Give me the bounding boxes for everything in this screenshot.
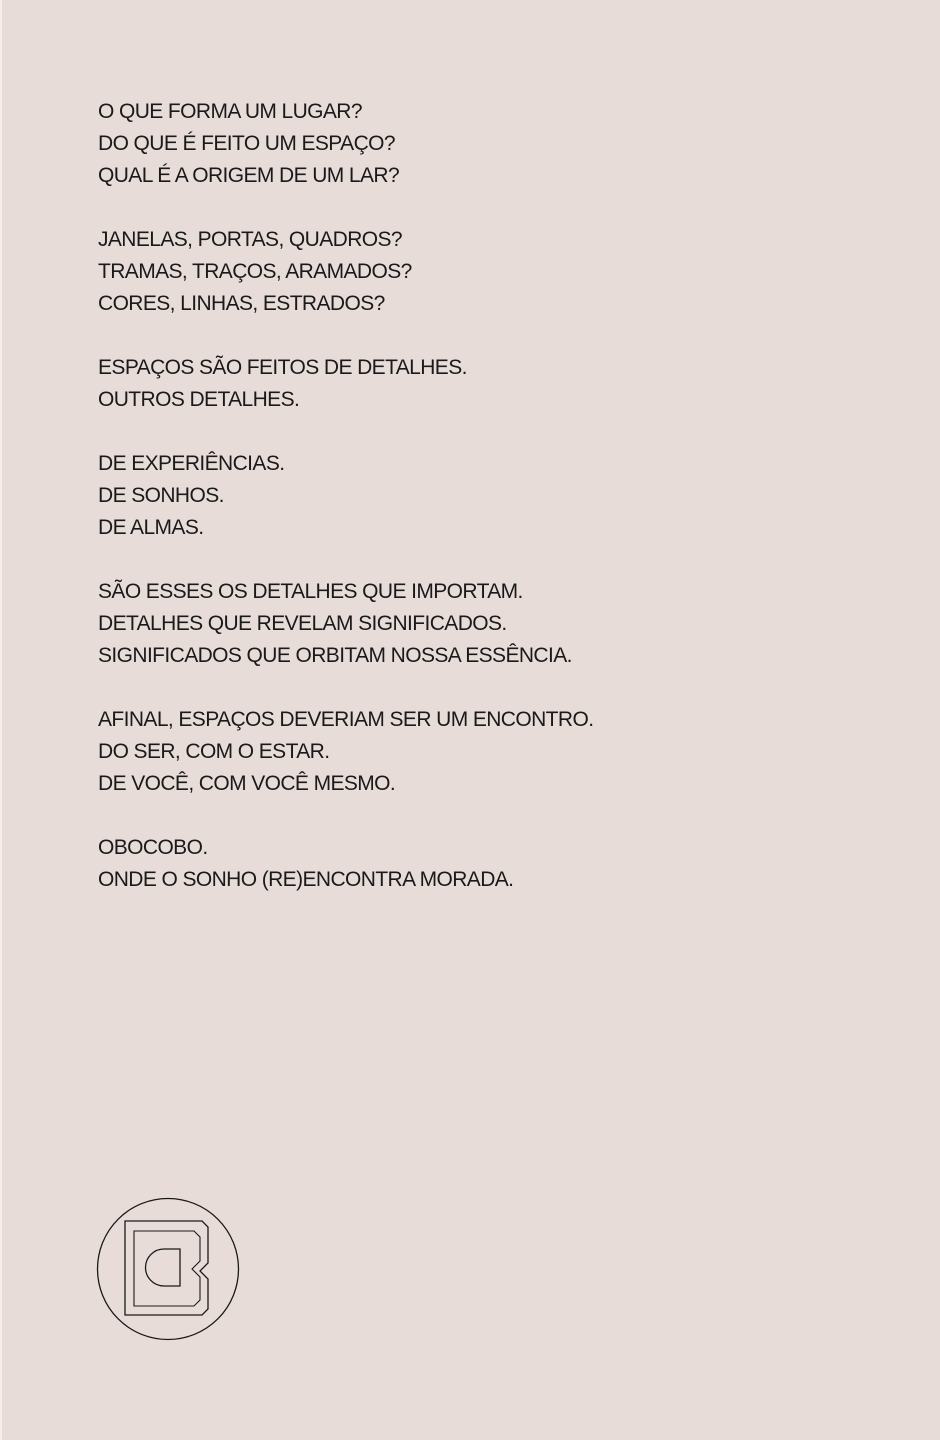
poem-line: DO QUE É FEITO UM ESPAÇO?: [98, 132, 395, 155]
poem-line: ESPAÇOS SÃO FEITOS DE DETALHES.: [98, 356, 467, 379]
poem: [98, 96, 858, 928]
stanza-1: [98, 96, 858, 192]
poem-line: SÃO ESSES OS DETALHES QUE IMPORTAM.: [98, 580, 523, 603]
poem-line: QUAL É A ORIGEM DE UM LAR?: [98, 164, 400, 187]
poem-line: AFINAL, ESPAÇOS DEVERIAM SER UM ENCONTRO.: [98, 708, 594, 731]
stanza-5: [98, 576, 858, 672]
poem-line: CORES, LINHAS, ESTRADOS?: [98, 292, 385, 315]
stanza-7: [98, 832, 858, 896]
poem-line: OUTROS DETALHES.: [98, 388, 300, 411]
obocobo-monogram-icon: [96, 1197, 240, 1341]
poem-line: O QUE FORMA UM LUGAR?: [98, 100, 362, 123]
poem-line: DO SER, COM O ESTAR.: [98, 740, 330, 763]
poem-line: TRAMAS, TRAÇOS, ARAMADOS?: [98, 260, 412, 283]
stanza-6: [98, 704, 858, 800]
stanza-2: [98, 224, 858, 320]
poem-line: DE EXPERIÊNCIAS.: [98, 452, 285, 475]
poem-line: ONDE O SONHO (RE)ENCONTRA MORADA.: [98, 868, 514, 891]
stanza-3: [98, 352, 858, 416]
poem-line: SIGNIFICADOS QUE ORBITAM NOSSA ESSÊNCIA.: [98, 644, 572, 667]
poem-line: JANELAS, PORTAS, QUADROS?: [98, 228, 402, 251]
poem-line: DE SONHOS.: [98, 484, 224, 507]
poem-line: DETALHES QUE REVELAM SIGNIFICADOS.: [98, 612, 507, 635]
page-edge: [0, 0, 2, 1440]
stanza-4: [98, 448, 858, 544]
poem-line: OBOCOBO.: [98, 836, 208, 859]
poem-line: DE VOCÊ, COM VOCÊ MESMO.: [98, 772, 396, 795]
poem-line: DE ALMAS.: [98, 516, 204, 539]
